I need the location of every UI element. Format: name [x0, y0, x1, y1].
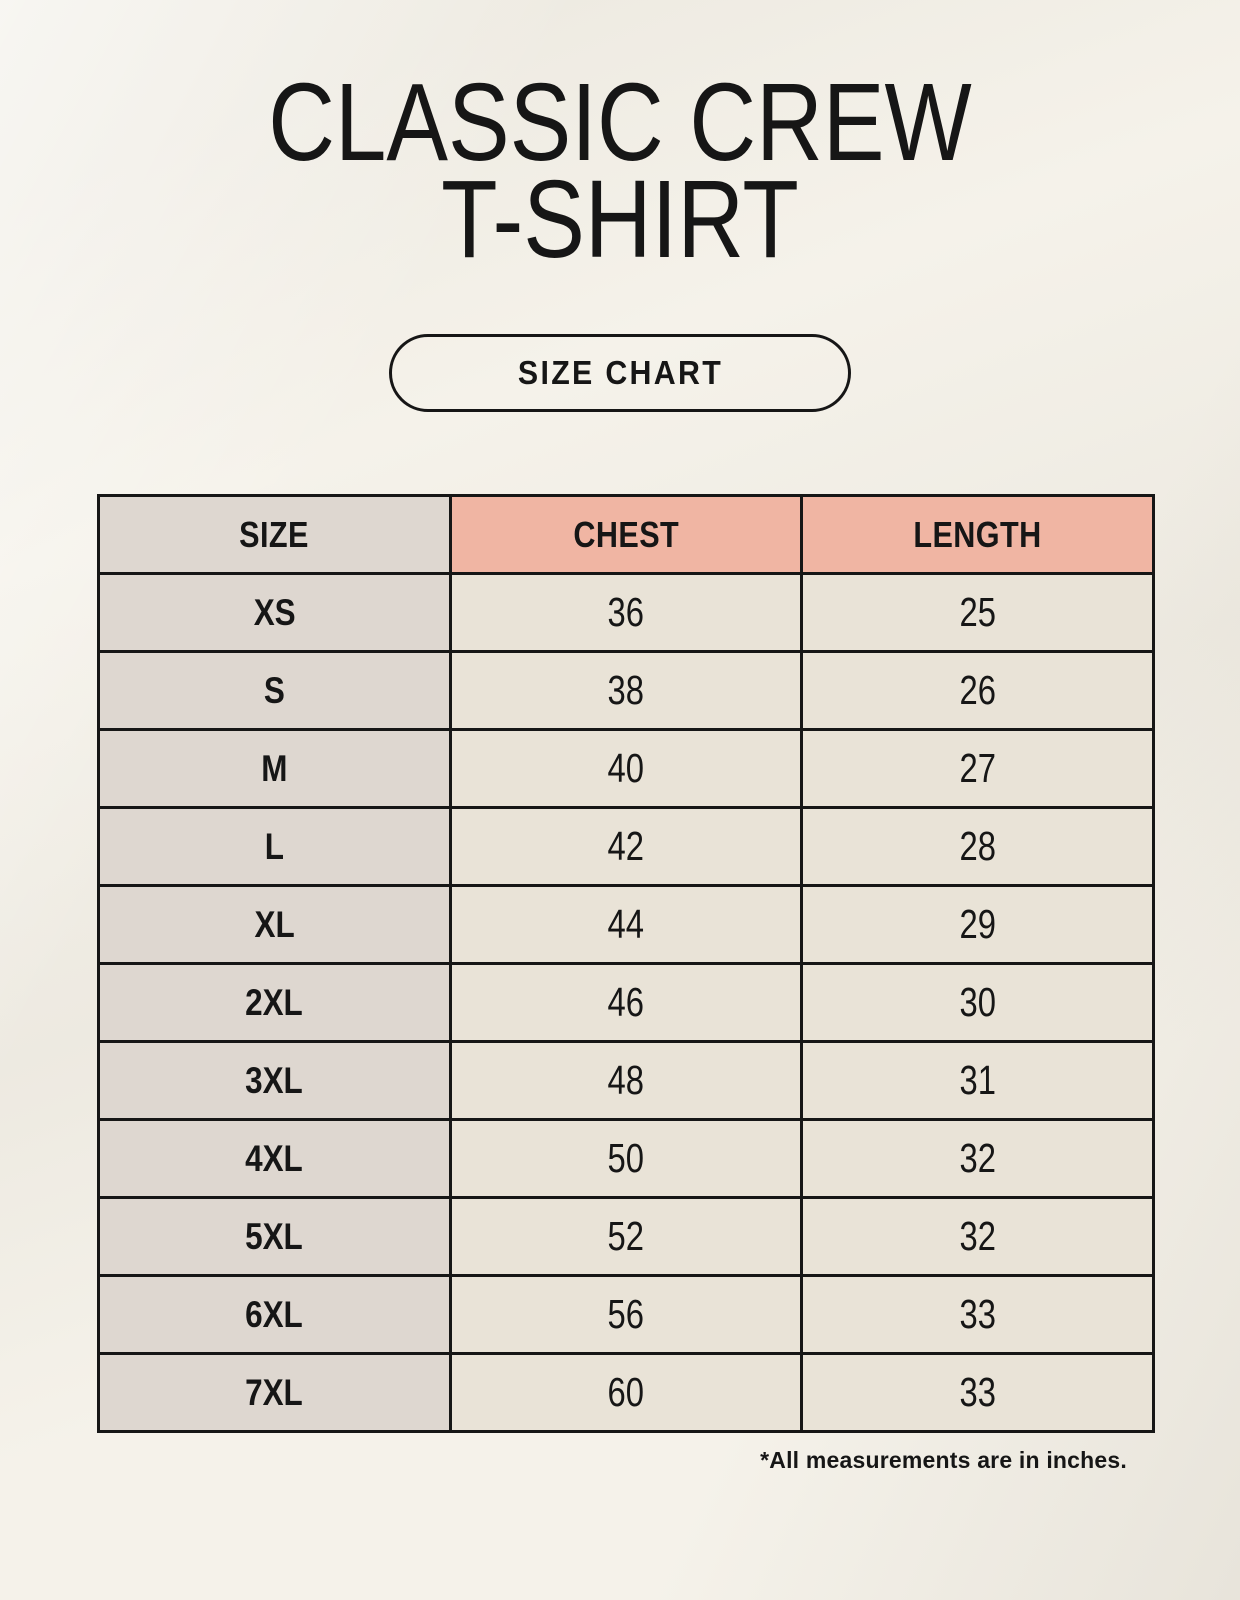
table-row: [99, 964, 1154, 1042]
header-cell-label: LENGTH: [913, 513, 1042, 555]
value-cell-label: 26: [959, 667, 996, 713]
value-cell: [450, 1354, 802, 1432]
value-cell-label: 56: [607, 1291, 645, 1337]
size-cell: [99, 886, 451, 964]
value-cell: [802, 652, 1154, 730]
value-cell: [802, 964, 1154, 1042]
value-cell: [450, 574, 802, 652]
size-cell-label: 7XL: [245, 1371, 304, 1413]
page-title-line-1: CLASSIC CREW: [268, 61, 972, 184]
value-cell-label: 60: [607, 1369, 645, 1415]
table-row: [99, 1120, 1154, 1198]
value-cell-label: 46: [607, 979, 645, 1025]
value-cell: [450, 808, 802, 886]
value-cell-label: 25: [959, 589, 996, 635]
value-cell: [802, 886, 1154, 964]
header-cell-label: CHEST: [573, 513, 679, 555]
size-cell: [99, 808, 451, 886]
size-table: [97, 494, 1155, 1433]
page-title-line-2: T-SHIRT: [441, 158, 799, 281]
value-cell-label: 29: [959, 901, 996, 947]
value-cell-label: 44: [607, 901, 645, 947]
value-cell: [802, 1120, 1154, 1198]
size-cell-label: XL: [254, 903, 295, 945]
value-cell: [802, 1042, 1154, 1120]
value-cell: [450, 652, 802, 730]
value-cell: [450, 886, 802, 964]
table-header-row: [99, 496, 1154, 574]
size-cell: [99, 1276, 451, 1354]
size-table-head: [99, 496, 1154, 574]
size-cell-label: 6XL: [245, 1293, 304, 1335]
size-cell-label: L: [264, 825, 284, 867]
measurements-footnote: *All measurements are in inches.: [760, 1447, 1127, 1473]
page-title: [99, 0, 1141, 281]
value-cell-label: 32: [959, 1213, 996, 1259]
size-cell: [99, 652, 451, 730]
value-cell-label: 33: [959, 1291, 996, 1337]
table-row: [99, 574, 1154, 652]
value-cell: [802, 1276, 1154, 1354]
size-cell-label: 3XL: [245, 1059, 304, 1101]
value-cell-label: 31: [959, 1057, 996, 1103]
value-cell-label: 27: [959, 745, 996, 791]
size-cell: [99, 1042, 451, 1120]
value-cell-label: 30: [959, 979, 996, 1025]
value-cell-label: 40: [607, 745, 645, 791]
table-row: [99, 1276, 1154, 1354]
header-cell-length: [802, 496, 1154, 574]
size-cell: [99, 1120, 451, 1198]
value-cell-label: 36: [607, 589, 645, 635]
size-chart-button-label: SIZE CHART: [517, 354, 723, 391]
value-cell-label: 52: [607, 1213, 645, 1259]
size-cell: [99, 574, 451, 652]
table-row: [99, 730, 1154, 808]
header-cell-size: [99, 496, 451, 574]
table-row: [99, 652, 1154, 730]
size-cell-label: XS: [253, 591, 296, 633]
table-row: [99, 808, 1154, 886]
value-cell: [802, 1198, 1154, 1276]
table-row: [99, 1042, 1154, 1120]
value-cell: [450, 1120, 802, 1198]
value-cell-label: 32: [959, 1135, 996, 1181]
size-cell-label: 5XL: [245, 1215, 304, 1257]
size-cell: [99, 1354, 451, 1432]
size-chart-button[interactable]: [389, 334, 851, 412]
size-cell-label: 4XL: [245, 1137, 304, 1179]
value-cell-label: 33: [959, 1369, 996, 1415]
table-row: [99, 1198, 1154, 1276]
table-row: [99, 1354, 1154, 1432]
size-cell-label: M: [261, 747, 288, 789]
value-cell: [802, 574, 1154, 652]
value-cell: [450, 964, 802, 1042]
table-row: [99, 886, 1154, 964]
value-cell: [450, 730, 802, 808]
value-cell-label: 42: [607, 823, 645, 869]
size-cell: [99, 730, 451, 808]
size-cell-label: 2XL: [245, 981, 304, 1023]
size-table-body: [99, 574, 1154, 1432]
value-cell-label: 48: [607, 1057, 645, 1103]
header-cell-label: SIZE: [239, 513, 310, 555]
size-cell: [99, 1198, 451, 1276]
value-cell: [450, 1276, 802, 1354]
value-cell-label: 50: [607, 1135, 645, 1181]
value-cell: [802, 808, 1154, 886]
header-cell-chest: [450, 496, 802, 574]
value-cell-label: 28: [959, 823, 996, 869]
value-cell-label: 38: [607, 667, 645, 713]
value-cell: [802, 1354, 1154, 1432]
size-cell: [99, 964, 451, 1042]
size-cell-label: S: [263, 669, 285, 711]
value-cell: [450, 1198, 802, 1276]
value-cell: [450, 1042, 802, 1120]
value-cell: [802, 730, 1154, 808]
